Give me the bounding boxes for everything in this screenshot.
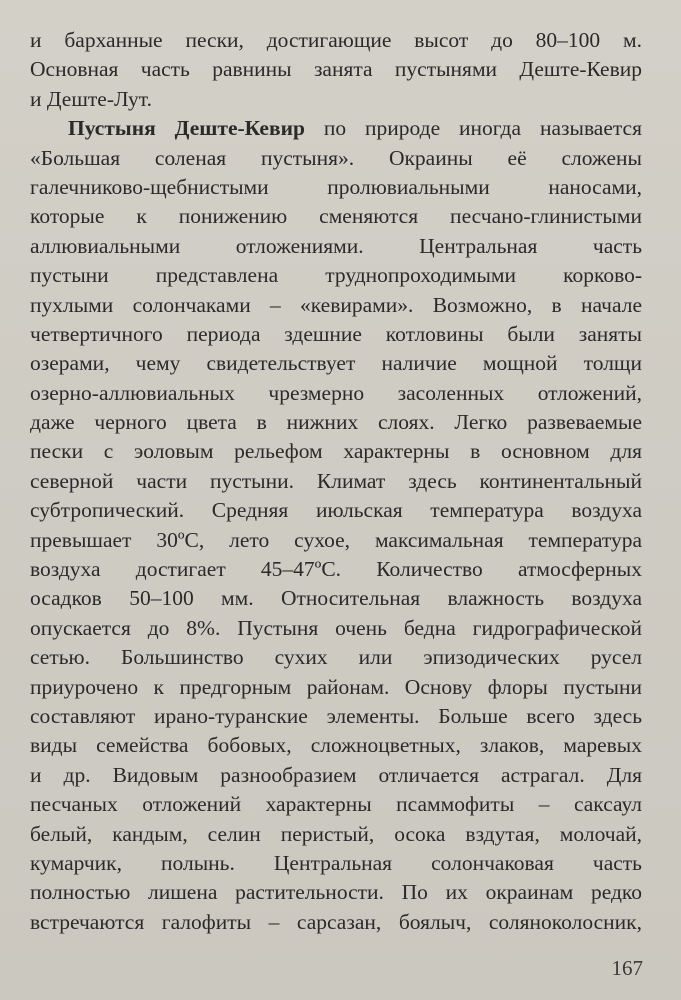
text-line: пухлыми солончаками – «кевирами». Возможно, в начале: [30, 292, 642, 317]
text-line: виды семейства бобовых, сложноцветных, злаков, маревых: [30, 733, 642, 758]
text-line: северной части пустыни. Климат здесь континентальный: [30, 468, 642, 493]
text-line: озерно-аллювиальных чрезмерно засоленных отложений,: [30, 380, 642, 405]
text-line: превышает 30ºС, лето сухое, максимальная температура: [30, 527, 642, 552]
text-line: которые к понижению сменяются песчано-глинистыми: [30, 204, 642, 229]
text-line: песчаных отложений характерны псаммофиты – саксаул: [30, 792, 642, 817]
text-line: составляют ирано-туранские элементы. Больше всего здесь: [30, 703, 642, 728]
text-line: субтропический. Средняя июльская температура воздуха: [30, 498, 642, 523]
text-line: сетью. Большинство сухих или эпизодических русел: [30, 645, 642, 670]
text-line: озерами, чему свидетельствует наличие мощной толщи: [30, 351, 642, 376]
text-line: опускается до 8%. Пустыня очень бедна гидрографической: [30, 615, 642, 640]
text-line: Основная часть равнины занята пустынями Деште-Кевир: [30, 57, 642, 82]
text-line: галечниково-щебнистыми пролювиальными наносами,: [30, 174, 642, 199]
text-line: кумарчик, полынь. Центральная солончаковая часть: [30, 850, 642, 875]
text-line: «Большая соленая пустыня». Окраины её сложены: [30, 145, 642, 170]
text-line: четвертичного периода здешние котловины были заняты: [30, 321, 642, 346]
text-line: полностью лишена растительности. По их окраинам редко: [30, 880, 642, 905]
paragraph-first-line: [30, 114, 642, 143]
text-fragment: по природе иногда называется: [304, 116, 642, 141]
text-line: и барханные пески, достигающие высот до 80–100 м.: [30, 28, 642, 52]
text-line: осадков 50–100 мм. Относительная влажность воздуха: [30, 586, 642, 611]
page-number: 167: [611, 956, 643, 980]
text-line: воздуха достигает 45–47ºС. Количество атмосферных: [30, 557, 642, 582]
text-line: белый, кандым, селин перистый, осока вздутая, молочай,: [30, 821, 642, 846]
text-line: пески с эоловым рельефом характерны в основном для: [30, 439, 642, 464]
text-line: приурочено к предгорным районам. Основу флоры пустыни: [30, 674, 642, 699]
section-heading-bold: Пустыня Деште-Кевир: [68, 116, 305, 141]
text-line: и Деште-Лут.: [30, 86, 152, 111]
text-line: встречаются галофиты – сарсазан, боялыч, соляноколосник,: [30, 909, 642, 934]
text-line: даже черного цвета в нижних слоях. Легко развеваемые: [30, 410, 642, 435]
text-line: аллювиальными отложениями. Центральная часть: [30, 233, 642, 258]
text-line: пустыни представлена труднопроходимыми корково-: [30, 263, 642, 288]
body-text: [30, 26, 642, 937]
text-line: и др. Видовым разнообразием отличается астрагал. Для: [30, 762, 642, 787]
